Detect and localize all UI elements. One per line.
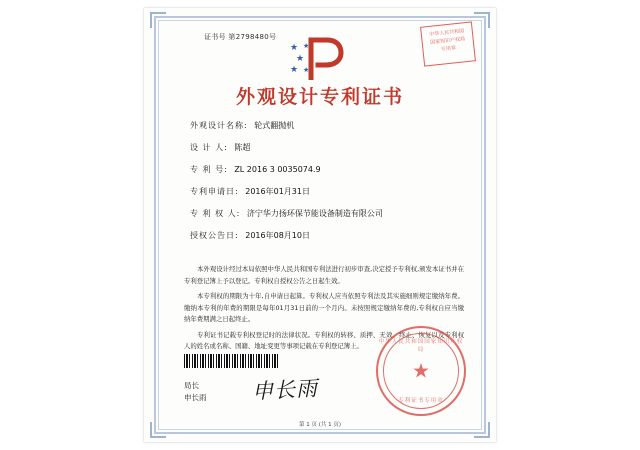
official-round-seal	[376, 326, 466, 416]
certificate-number: 证书号 第2798480号	[204, 33, 277, 41]
page-title: 外观设计专利证书	[235, 86, 404, 108]
svg-text:★: ★	[296, 54, 305, 64]
seal-star-icon: ★	[412, 358, 430, 383]
patent-emblem-icon	[144, 34, 496, 82]
signature-title: 局长	[184, 381, 199, 390]
field-label: 专利申请日:	[190, 187, 239, 196]
seal-top-text: 中华人民共和国国家知识产权局	[378, 339, 464, 353]
field-patent-number	[190, 164, 462, 175]
svg-text:★: ★	[303, 42, 310, 50]
patent-certificate-sheet	[144, 8, 496, 442]
field-value: 2016年01月31日	[245, 187, 310, 196]
field-patentee	[190, 208, 462, 219]
patent-fields	[190, 120, 462, 252]
signature-block	[184, 380, 207, 404]
field-application-date	[190, 186, 462, 197]
field-label: 专 利 权 人:	[190, 209, 241, 218]
field-value: 2016年08月10日	[245, 231, 310, 240]
corner-ornament-top-right	[474, 12, 490, 28]
legal-paragraph-3: 专利证书记载专利权登记时的法律状况。专利权的转移、质押、无效、终止、恢复以及专利权人的姓名或名称、国籍、地址变更等事项记载在专利登记簿上。	[184, 330, 464, 350]
field-value: 陈超	[234, 143, 251, 152]
legal-paragraph-1: 本外观设计经过本局依照中华人民共和国专利法进行初步审查,决定授予专利权,颁发本证书并在专利登记簿上予以登记。专利权自授权公告之日起生效。	[184, 265, 464, 285]
field-grant-date	[190, 230, 462, 241]
field-value: ZL 2016 3 0035074.9	[234, 165, 321, 174]
svg-text:★: ★	[303, 66, 310, 74]
field-designer	[190, 142, 462, 153]
svg-text:★: ★	[290, 43, 299, 53]
field-label: 授权公告日:	[190, 231, 239, 240]
field-design-name	[190, 120, 462, 131]
signature-name: 申长雨	[184, 393, 207, 402]
seal-bottom-text: 专利证书专用章	[398, 398, 444, 404]
top-stamp-line-2: 国家知识产权局	[429, 36, 466, 46]
top-stamp-line-3: 专用章	[440, 45, 457, 53]
page-footer: 第 1 页 (共 1 页)	[298, 422, 342, 428]
top-stamp-line-1: 中华人民共和国	[429, 28, 465, 38]
field-label: 外观设计名称:	[190, 121, 248, 130]
svg-text:★: ★	[290, 65, 299, 75]
patent-barcode	[184, 354, 280, 368]
handwritten-signature: 申长雨	[251, 376, 319, 404]
field-label: 设 计 人:	[190, 143, 228, 152]
field-label: 专 利 号:	[190, 165, 228, 174]
corner-ornament-top-left	[150, 12, 166, 28]
field-value: 轮式翻抛机	[254, 121, 295, 130]
legal-paragraph-2: 本专利权的期限为十年,自申请日起算。专利权人应当依照专利法及其实施细则规定缴纳年费。缴纳本专利的年费的期限是每年01月31日前的一个月内。未按照规定缴纳年费的,专利权自应当缴纳年费期满之日起终止。	[184, 292, 464, 323]
field-value: 济宁华力扬环保节能设备制造有限公司	[246, 209, 383, 218]
